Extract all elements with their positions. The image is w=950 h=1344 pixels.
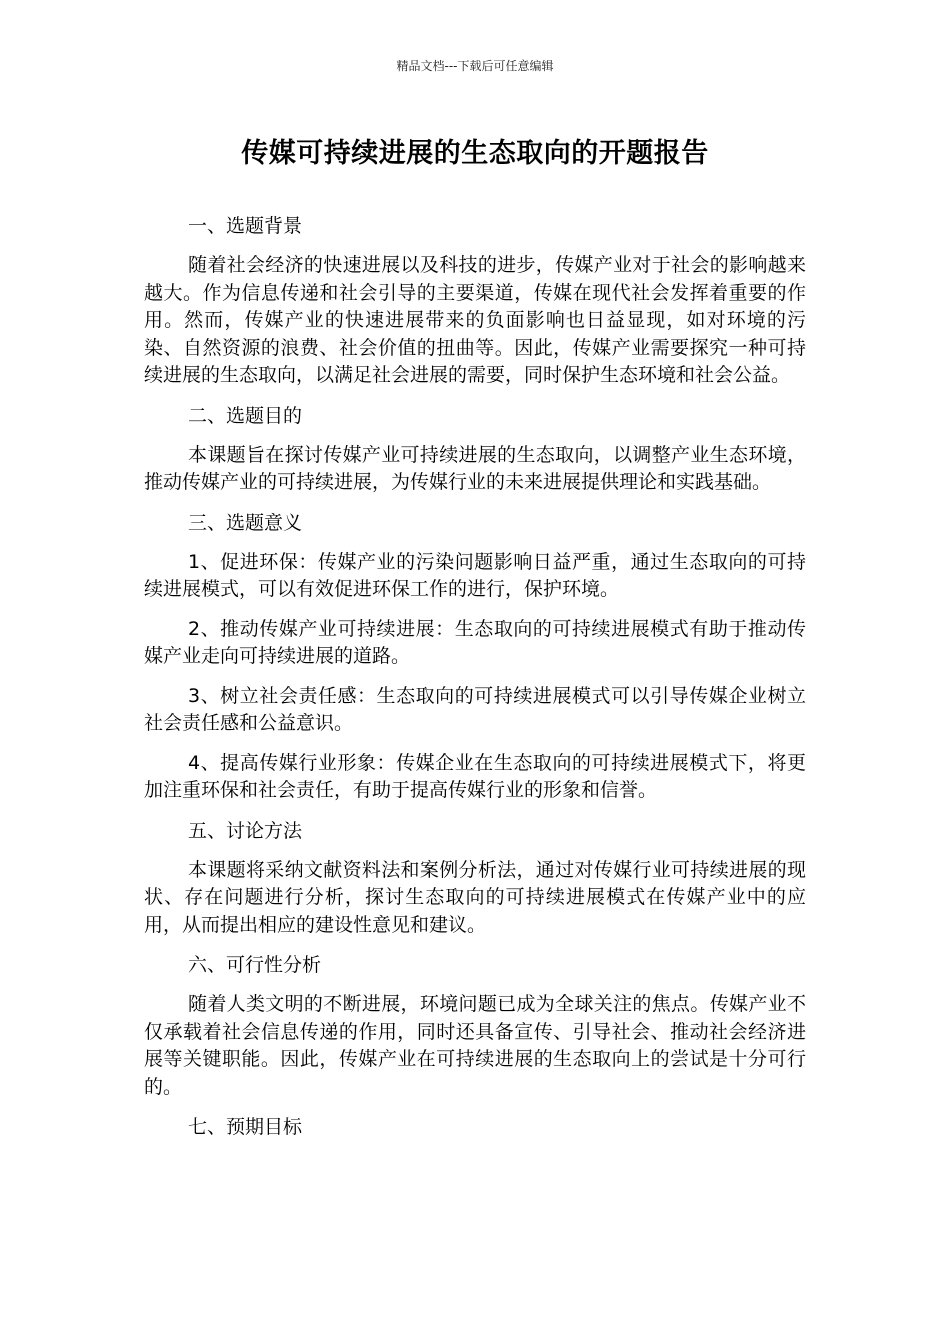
document-body <box>144 212 806 1153</box>
feasibility-paragraph: 随着人类文明的不断进展，环境问题已成为全球关注的焦点。传媒产业不仅承载着社会信息传递的作用，同时还具备宣传、引导社会、推动社会经济进展等关键职能。因此，传媒产业在可持续进展的生态取向上的尝试是十分可行的。 <box>144 993 806 1098</box>
section-heading-purpose: 二、选题目的 <box>188 404 303 427</box>
section-heading-feasibility: 六、可行性分析 <box>188 954 322 976</box>
section-heading-expected-goals: 七、预期目标 <box>188 1116 303 1138</box>
methods-paragraph: 本课题将采纳文献资料法和案例分析法，通过对传媒行业可持续进展的现状、存在问题进行分析，探讨生态取向的可持续进展模式在传媒产业中的应用，从而提出相应的建设性意见和建议。 <box>144 858 806 936</box>
section-heading-methods: 五、讨论方法 <box>188 819 303 842</box>
background-paragraph: 随着社会经济的快速进展以及科技的进步，传媒产业对于社会的影响越来越大。作为信息传递和社会引导的主要渠道，传媒在现代社会发挥着重要的作用。然而，传媒产业的快速进展带来的负面影响也日益显现，如对环境的污染、自然资源的浪费、社会价值的扭曲等。因此，传媒产业需要探究一种可持续进展的生态取向，以满足社会进展的需要，同时保护生态环境和社会公益。 <box>144 254 806 386</box>
significance-item-2: 2、推动传媒产业可持续进展：生态取向的可持续进展模式有助于推动传媒产业走向可持续进展的道路。 <box>144 617 806 667</box>
purpose-paragraph: 本课题旨在探讨传媒产业可持续进展的生态取向，以调整产业生态环境，推动传媒产业的可持续进展，为传媒行业的未来进展提供理论和实践基础。 <box>144 443 806 493</box>
significance-item-3: 3、树立社会责任感：生态取向的可持续进展模式可以引导传媒企业树立社会责任感和公益意识。 <box>144 684 806 734</box>
significance-item-4: 4、提高传媒行业形象：传媒企业在生态取向的可持续进展模式下，将更加注重环保和社会责任，有助于提高传媒行业的形象和信誉。 <box>144 751 806 801</box>
significance-item-1: 1、促进环保：传媒产业的污染问题影响日益严重，通过生态取向的可持续进展模式，可以有效促进环保工作的进行，保护环境。 <box>144 550 806 600</box>
section-heading-significance: 三、选题意义 <box>188 511 303 534</box>
section-heading-background: 一、选题背景 <box>188 215 303 237</box>
document-title: 传媒可持续进展的生态取向的开题报告 <box>241 138 709 169</box>
header-note: 精品文档---下载后可任意编辑 <box>396 59 554 73</box>
